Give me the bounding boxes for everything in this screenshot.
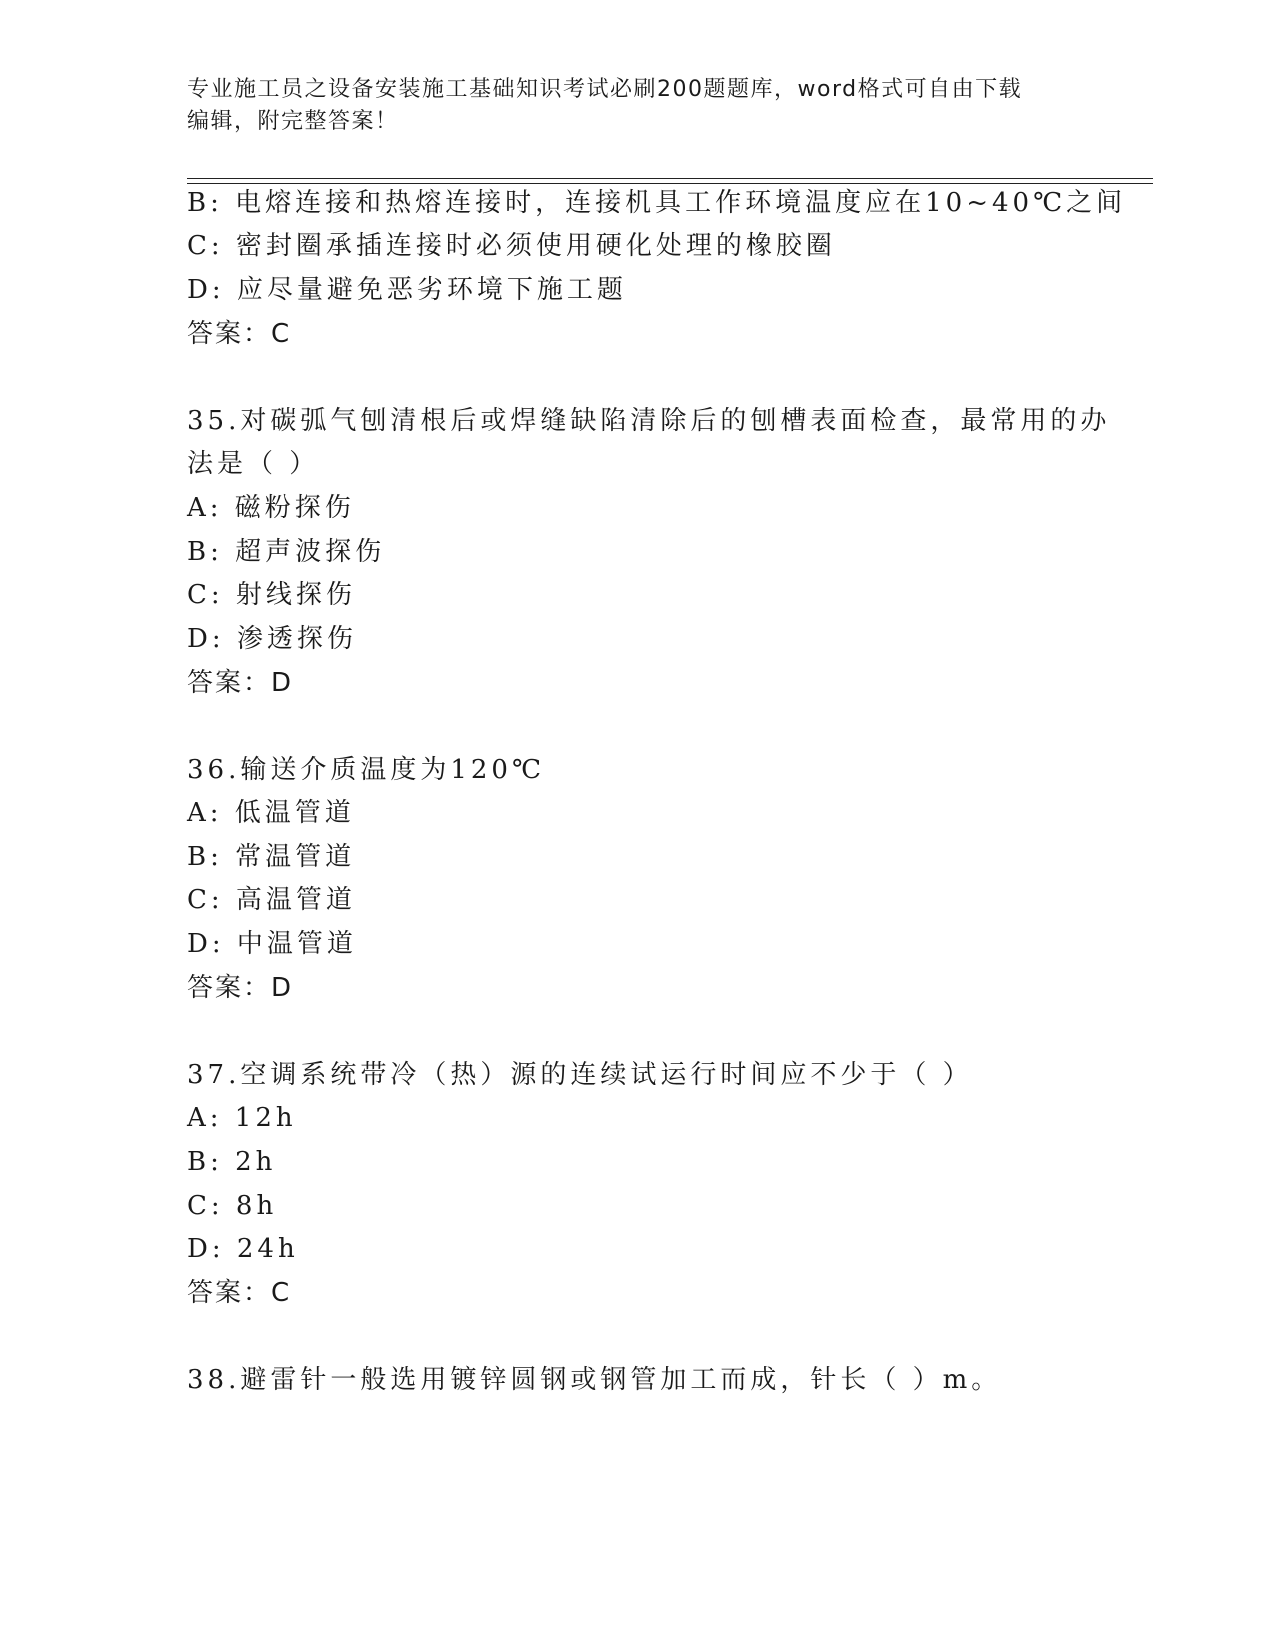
question-line: 35.对碳弧气刨清根后或焊缝缺陷清除后的刨槽表面检查，最常用的办 bbox=[187, 406, 1111, 436]
option-line: C: 密封圈承插连接时必须使用硬化处理的橡胶圈 bbox=[187, 231, 836, 261]
question-line: 37.空调系统带冷（热）源的连续试运行时间应不少于（ ） bbox=[187, 1060, 973, 1090]
option-line: C: 8h bbox=[187, 1191, 278, 1221]
question-line: 法是（ ） bbox=[187, 449, 320, 479]
document-header bbox=[187, 74, 1067, 138]
answer-line: 答案：C bbox=[187, 319, 292, 349]
question-line: 38.避雷针一般选用镀锌圆钢或钢管加工而成，针长（ ）m。 bbox=[187, 1365, 1002, 1395]
option-line: B: 2h bbox=[187, 1147, 277, 1177]
option-line: D: 应尽量避免恶劣环境下施工题 bbox=[187, 275, 627, 305]
option-line: A: 低温管道 bbox=[187, 798, 355, 828]
option-line: C: 高温管道 bbox=[187, 885, 356, 915]
option-line: D: 中温管道 bbox=[187, 929, 357, 959]
question-line: 36.输送介质温度为120℃ bbox=[187, 755, 546, 785]
answer-line: 答案：D bbox=[187, 668, 294, 698]
answer-line: 答案：C bbox=[187, 1278, 292, 1308]
option-line: D: 渗透探伤 bbox=[187, 624, 357, 654]
header-line-2: 编辑，附完整答案！ bbox=[187, 109, 399, 134]
option-line: B: 电熔连接和热熔连接时，连接机具工作环境温度应在10~40℃之间 bbox=[187, 188, 1127, 218]
header-line-1: 专业施工员之设备安装施工基础知识考试必刷200题题库，word格式可自由下载 bbox=[187, 77, 1023, 102]
answer-line: 答案：D bbox=[187, 973, 294, 1003]
option-line: B: 常温管道 bbox=[187, 842, 356, 872]
header-divider-bottom bbox=[187, 183, 1153, 184]
option-line: B: 超声波探伤 bbox=[187, 537, 386, 567]
option-line: C: 射线探伤 bbox=[187, 580, 356, 610]
option-line: A: 磁粉探伤 bbox=[187, 493, 355, 523]
option-line: A: 12h bbox=[187, 1103, 297, 1133]
option-line: D: 24h bbox=[187, 1234, 299, 1264]
header-divider-top bbox=[187, 178, 1153, 179]
